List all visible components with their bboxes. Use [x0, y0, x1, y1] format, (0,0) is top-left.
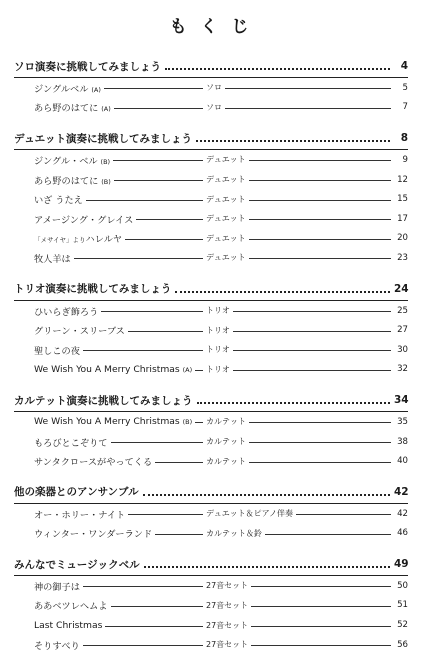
item-title: オー・ホリー・ナイト	[34, 509, 126, 521]
item-title: あら野のはてに	[34, 175, 99, 187]
line-leader	[225, 108, 391, 109]
item-title-group	[34, 435, 108, 449]
line-leader	[225, 88, 391, 89]
item-title-group	[34, 251, 71, 265]
item-title: Last Christmas	[34, 619, 103, 631]
toc-item[interactable]	[14, 432, 408, 452]
item-title-group	[34, 343, 80, 357]
item-type: ソロ	[206, 83, 222, 93]
line-leader	[155, 462, 203, 463]
item-title-group	[34, 192, 83, 206]
section-heading[interactable]	[14, 482, 408, 502]
toc-item[interactable]	[14, 301, 408, 321]
line-leader	[104, 88, 203, 89]
item-page-number: 35	[397, 416, 408, 427]
item-page-number: 40	[397, 456, 408, 467]
line-leader	[251, 626, 391, 627]
dot-leader	[197, 402, 391, 404]
item-page-number: 23	[397, 252, 408, 263]
item-title: いざ うたえ	[34, 195, 83, 207]
item-title: 神の御子は	[34, 581, 80, 593]
item-title: アメージング・グレイス	[34, 214, 134, 226]
toc-item[interactable]	[14, 635, 408, 655]
line-leader	[251, 645, 391, 646]
item-title: ウィンター・ワンダーランド	[34, 529, 153, 541]
item-version: (A)	[101, 105, 111, 114]
section-page-number: 4	[400, 60, 408, 72]
dot-leader	[175, 291, 390, 293]
line-leader	[83, 586, 203, 587]
item-page-number: 50	[397, 580, 408, 591]
line-leader	[105, 626, 203, 627]
section-page-number: 34	[394, 394, 409, 407]
item-page-number: 12	[397, 174, 408, 185]
item-type-group	[206, 252, 394, 263]
item-type-group	[206, 580, 394, 591]
toc-section	[14, 128, 408, 268]
toc-item[interactable]	[14, 340, 408, 360]
item-type: トリオ	[206, 345, 230, 355]
item-title: ジングル・ベル	[34, 155, 98, 167]
item-title-group	[34, 153, 110, 167]
item-title: ジングルベル	[34, 83, 89, 95]
toc-section	[14, 56, 408, 117]
line-leader	[249, 258, 391, 259]
section-title: 他の楽器とのアンサンブル	[14, 486, 139, 499]
item-page-number: 46	[397, 528, 408, 539]
item-title: 聖しこの夜	[34, 345, 80, 357]
item-title-group	[34, 231, 122, 245]
item-type: 27音セット	[206, 620, 249, 630]
item-version: (A)	[182, 365, 193, 374]
section-heading[interactable]	[14, 279, 408, 299]
line-leader	[233, 311, 391, 312]
item-type: デュエット	[206, 253, 246, 263]
page-title: も く じ	[169, 17, 253, 37]
line-leader	[111, 606, 204, 607]
line-leader	[296, 514, 391, 515]
section-page-number: 8	[400, 132, 408, 145]
item-title-group	[34, 304, 98, 318]
item-title-group	[34, 323, 125, 337]
toc-item[interactable]	[14, 248, 408, 268]
dot-leader	[144, 566, 390, 568]
toc-item[interactable]	[14, 170, 408, 190]
section-page-number: 24	[394, 282, 409, 295]
line-leader	[101, 311, 203, 312]
item-type: カルテット＆鈴	[206, 528, 262, 538]
item-page-number: 52	[397, 620, 408, 631]
item-title-group	[34, 100, 111, 114]
line-leader	[136, 219, 203, 220]
item-type-group	[206, 600, 394, 611]
item-title-group	[34, 364, 192, 375]
item-type-group	[206, 233, 394, 244]
line-leader	[251, 606, 391, 607]
toc-section	[14, 390, 408, 471]
item-type-group	[206, 436, 394, 447]
dot-leader	[143, 494, 390, 496]
item-title-group	[34, 212, 133, 226]
toc-item[interactable]	[14, 576, 408, 596]
toc-item[interactable]	[14, 451, 408, 471]
item-page-number: 30	[397, 344, 408, 355]
table-of-contents	[14, 56, 408, 665]
item-title: そりすべり	[34, 640, 80, 652]
toc-item[interactable]	[14, 320, 408, 340]
item-page-number: 17	[397, 213, 408, 224]
item-type: カルテット	[206, 417, 246, 427]
item-page-number: 27	[397, 325, 408, 336]
item-type: 27音セット	[206, 581, 249, 591]
line-leader	[249, 180, 391, 181]
toc-section	[14, 279, 408, 379]
item-title-group	[34, 579, 80, 593]
item-type: デュエット＆ピアノ伴奏	[206, 509, 293, 519]
item-type-group	[206, 508, 394, 519]
item-page-number: 42	[397, 508, 408, 519]
toc-item[interactable]	[14, 150, 408, 170]
item-type: デュエット	[206, 155, 246, 165]
line-leader	[155, 534, 203, 535]
item-type-group	[206, 194, 394, 205]
line-leader	[128, 514, 203, 515]
toc-item[interactable]	[14, 229, 408, 249]
item-type-group	[206, 102, 394, 113]
line-leader	[128, 331, 203, 332]
item-page-number: 15	[397, 194, 408, 205]
toc-section	[14, 554, 408, 654]
item-page-number: 25	[397, 305, 408, 316]
section-title: デュエット演奏に挑戦してみましょう	[14, 132, 192, 145]
item-title-group	[34, 173, 111, 187]
section-heading[interactable]	[14, 390, 408, 410]
toc-section	[14, 482, 408, 543]
item-title: あら野のはてに	[34, 103, 99, 115]
item-type-group	[206, 82, 394, 93]
item-type-group	[206, 639, 394, 650]
line-leader	[83, 350, 203, 351]
dot-leader	[165, 68, 390, 70]
toc-item[interactable]	[14, 615, 408, 635]
toc-item[interactable]	[14, 189, 408, 209]
section-title: みんなでミュージックベル	[14, 558, 140, 571]
toc-item[interactable]	[14, 504, 408, 524]
item-page-number: 7	[402, 102, 408, 113]
item-title-group	[34, 507, 125, 521]
item-page-number: 38	[397, 436, 408, 447]
section-heading[interactable]	[14, 554, 408, 574]
line-leader	[249, 219, 391, 220]
item-title: ああベツレヘムよ	[34, 601, 108, 613]
line-leader	[113, 160, 203, 161]
item-type: デュエット	[206, 194, 246, 204]
item-title: もろびとこぞりて	[34, 437, 108, 449]
section-title: ソロ演奏に挑戦してみましょう	[14, 60, 161, 73]
item-title: サンタクロースがやってくる	[34, 457, 153, 469]
line-leader	[195, 422, 203, 423]
item-title-group	[34, 620, 102, 631]
section-title: トリオ演奏に挑戦してみましょう	[14, 283, 172, 296]
dot-leader	[196, 140, 390, 142]
item-type: デュエット	[206, 233, 246, 243]
item-type-group	[206, 213, 394, 224]
line-leader	[86, 200, 203, 201]
item-type-group	[206, 344, 394, 355]
item-type-group	[206, 154, 394, 165]
item-title-group	[34, 598, 108, 612]
toc-item[interactable]	[14, 360, 408, 380]
item-title-group	[34, 454, 152, 468]
item-title-group	[34, 416, 192, 427]
item-type-group	[206, 305, 394, 316]
item-type: カルテット	[206, 437, 246, 447]
toc-item[interactable]	[14, 524, 408, 544]
item-page-number: 5	[402, 82, 408, 93]
line-leader	[265, 534, 391, 535]
line-leader	[249, 442, 391, 443]
toc-item[interactable]	[14, 209, 408, 229]
item-type-group	[206, 620, 394, 631]
toc-item[interactable]	[14, 78, 408, 98]
line-leader	[111, 442, 204, 443]
item-title-group	[34, 81, 101, 95]
item-title: 牧人羊は	[34, 253, 71, 265]
item-title: ひいらぎ飾ろう	[34, 306, 99, 318]
item-version: (B)	[101, 177, 111, 186]
item-type: 27音セット	[206, 600, 249, 610]
line-leader	[74, 258, 203, 259]
item-title: グリーン・スリーブス	[34, 326, 125, 338]
item-title-group	[34, 526, 152, 540]
line-leader	[114, 108, 203, 109]
item-type: デュエット	[206, 214, 246, 224]
line-leader	[125, 239, 203, 240]
item-type: トリオ	[206, 325, 230, 335]
line-leader	[114, 180, 203, 181]
item-version: (A)	[91, 85, 101, 94]
item-version: (B)	[182, 418, 193, 427]
toc-item[interactable]	[14, 98, 408, 118]
item-title: We Wish You A Merry Christmas	[34, 416, 180, 428]
line-leader	[233, 350, 391, 351]
section-page-number: 42	[394, 485, 409, 498]
item-type-group	[206, 416, 394, 427]
section-title: カルテット演奏に挑戦してみましょう	[14, 394, 193, 407]
item-title-group	[34, 638, 80, 652]
item-page-number: 51	[397, 600, 408, 611]
item-type-group	[206, 456, 394, 467]
item-page-number: 32	[397, 364, 408, 375]
line-leader	[249, 200, 391, 201]
item-page-number: 20	[397, 233, 408, 244]
item-page-number: 9	[402, 154, 408, 165]
line-leader	[249, 160, 391, 161]
item-type-group	[206, 528, 394, 539]
line-leader	[249, 462, 391, 463]
line-leader	[195, 370, 203, 371]
item-type-group	[206, 364, 394, 375]
item-type: デュエット	[206, 175, 246, 185]
item-type: カルテット	[206, 456, 246, 466]
item-type: トリオ	[206, 364, 230, 374]
section-heading[interactable]	[14, 128, 408, 148]
item-type-group	[206, 325, 394, 336]
item-version: (B)	[100, 157, 111, 166]
line-leader	[251, 586, 391, 587]
item-title: We Wish You A Merry Christmas	[34, 363, 180, 375]
line-leader	[233, 331, 391, 332]
item-type: 27音セット	[206, 640, 249, 650]
item-prefix: 「メサイヤ」より	[34, 236, 86, 245]
item-type-group	[206, 174, 394, 185]
line-leader	[249, 422, 391, 423]
line-leader	[83, 645, 203, 646]
item-type: ソロ	[206, 102, 222, 112]
item-title: ハレルヤ	[85, 234, 123, 246]
section-heading[interactable]	[14, 56, 408, 76]
item-page-number: 56	[397, 639, 408, 650]
toc-item[interactable]	[14, 596, 408, 616]
line-leader	[233, 370, 391, 371]
toc-item[interactable]	[14, 412, 408, 432]
line-leader	[249, 239, 391, 240]
item-type: トリオ	[206, 306, 230, 316]
section-page-number: 49	[394, 558, 409, 571]
